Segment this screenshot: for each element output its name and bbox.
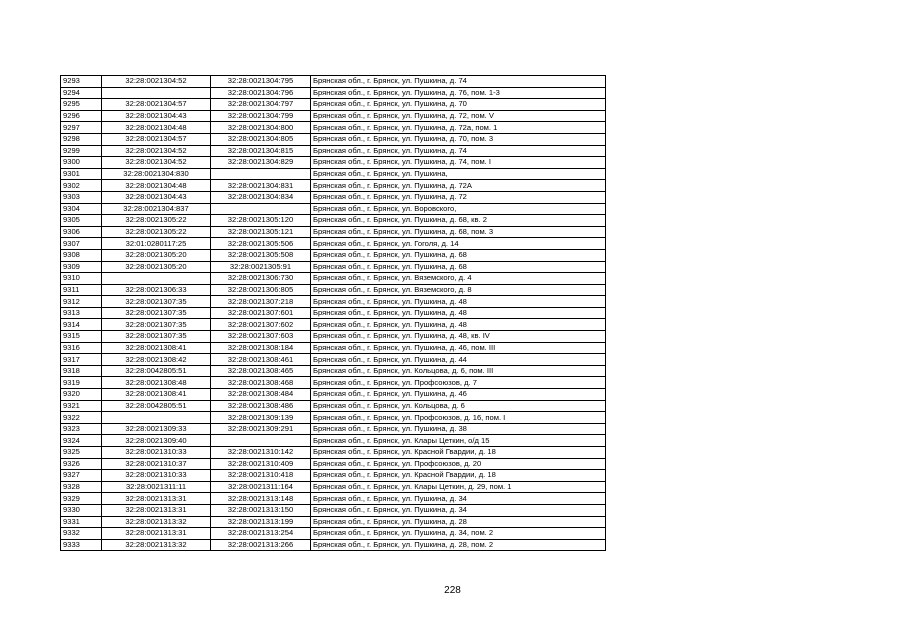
address-cell: Брянская обл., г. Брянск, ул. Вяземского, д. 4 bbox=[311, 273, 606, 285]
land-cadastral-number-cell: 32:28:0021313:31 bbox=[102, 504, 211, 516]
table-row bbox=[61, 110, 606, 122]
object-cadastral-number-cell: 32:28:0021305:506 bbox=[211, 238, 311, 250]
address-cell: Брянская обл., г. Брянск, ул. Пушкина, д. 34, пом. 2 bbox=[311, 528, 606, 540]
table-row bbox=[61, 365, 606, 377]
table-body bbox=[61, 76, 606, 551]
row-number-cell: 9328 bbox=[61, 481, 102, 493]
object-cadastral-number-cell: 32:28:0021304:800 bbox=[211, 122, 311, 134]
row-number-cell: 9305 bbox=[61, 215, 102, 227]
address-cell: Брянская обл., г. Брянск, ул. Пушкина, д. 44 bbox=[311, 354, 606, 366]
address-cell: Брянская обл., г. Брянск, ул. Клары Цеткин, д. 29, пом. 1 bbox=[311, 481, 606, 493]
table-row bbox=[61, 284, 606, 296]
land-cadastral-number-cell: 32:28:0021307:35 bbox=[102, 331, 211, 343]
address-cell: Брянская обл., г. Брянск, ул. Красной Гвардии, д. 18 bbox=[311, 470, 606, 482]
land-cadastral-number-cell: 32:28:0021304:43 bbox=[102, 191, 211, 203]
table-row bbox=[61, 238, 606, 250]
address-cell: Брянская обл., г. Брянск, ул. Профсоюзов, д. 16, пом. I bbox=[311, 412, 606, 424]
land-cadastral-number-cell bbox=[102, 273, 211, 285]
cadastral-registry-table bbox=[60, 75, 606, 551]
object-cadastral-number-cell: 32:28:0021308:461 bbox=[211, 354, 311, 366]
table-row bbox=[61, 273, 606, 285]
object-cadastral-number-cell: 32:28:0021308:486 bbox=[211, 400, 311, 412]
object-cadastral-number-cell: 32:28:0021307:603 bbox=[211, 331, 311, 343]
object-cadastral-number-cell: 32:28:0021313:254 bbox=[211, 528, 311, 540]
table-row bbox=[61, 226, 606, 238]
land-cadastral-number-cell: 32:28:0021304:52 bbox=[102, 76, 211, 88]
row-number-cell: 9299 bbox=[61, 145, 102, 157]
row-number-cell: 9324 bbox=[61, 435, 102, 447]
land-cadastral-number-cell: 32:28:0021304:48 bbox=[102, 122, 211, 134]
row-number-cell: 9307 bbox=[61, 238, 102, 250]
table-row bbox=[61, 447, 606, 459]
land-cadastral-number-cell: 32:28:0021304:837 bbox=[102, 203, 211, 215]
object-cadastral-number-cell: 32:28:0021304:829 bbox=[211, 157, 311, 169]
object-cadastral-number-cell: 32:28:0021306:805 bbox=[211, 284, 311, 296]
address-cell: Брянская обл., г. Брянск, ул. Красной Гвардии, д. 18 bbox=[311, 447, 606, 459]
row-number-cell: 9296 bbox=[61, 110, 102, 122]
land-cadastral-number-cell: 32:28:0021304:48 bbox=[102, 180, 211, 192]
row-number-cell: 9318 bbox=[61, 365, 102, 377]
row-number-cell: 9315 bbox=[61, 331, 102, 343]
address-cell: Брянская обл., г. Брянск, ул. Пушкина, д. 38 bbox=[311, 423, 606, 435]
land-cadastral-number-cell: 32:28:0042805:51 bbox=[102, 365, 211, 377]
table-row bbox=[61, 331, 606, 343]
address-cell: Брянская обл., г. Брянск, ул. Пушкина, д. 72, пом. V bbox=[311, 110, 606, 122]
address-cell: Брянская обл., г. Брянск, ул. Гоголя, д. 14 bbox=[311, 238, 606, 250]
object-cadastral-number-cell: 32:28:0021307:601 bbox=[211, 307, 311, 319]
object-cadastral-number-cell: 32:28:0021304:799 bbox=[211, 110, 311, 122]
table-row bbox=[61, 504, 606, 516]
table-row bbox=[61, 470, 606, 482]
land-cadastral-number-cell: 32:28:0021309:33 bbox=[102, 423, 211, 435]
land-cadastral-number-cell: 32:28:0021304:43 bbox=[102, 110, 211, 122]
object-cadastral-number-cell: 32:28:0021308:484 bbox=[211, 389, 311, 401]
address-cell: Брянская обл., г. Брянск, ул. Пушкина, д. 48 bbox=[311, 319, 606, 331]
land-cadastral-number-cell bbox=[102, 87, 211, 99]
address-cell: Брянская обл., г. Брянск, ул. Пушкина, д. 46 bbox=[311, 389, 606, 401]
object-cadastral-number-cell: 32:28:0021313:199 bbox=[211, 516, 311, 528]
object-cadastral-number-cell: 32:28:0021305:121 bbox=[211, 226, 311, 238]
land-cadastral-number-cell: 32:28:0021308:41 bbox=[102, 389, 211, 401]
land-cadastral-number-cell: 32:28:0021307:35 bbox=[102, 296, 211, 308]
address-cell: Брянская обл., г. Брянск, ул. Клары Цеткин, о/д 15 bbox=[311, 435, 606, 447]
row-number-cell: 9323 bbox=[61, 423, 102, 435]
address-cell: Брянская обл., г. Брянск, ул. Пушкина, д. 48 bbox=[311, 307, 606, 319]
address-cell: Брянская обл., г. Брянск, ул. Кольцова, д. 6 bbox=[311, 400, 606, 412]
table-row bbox=[61, 481, 606, 493]
row-number-cell: 9311 bbox=[61, 284, 102, 296]
table-row bbox=[61, 191, 606, 203]
land-cadastral-number-cell: 32:28:0021313:31 bbox=[102, 528, 211, 540]
address-cell: Брянская обл., г. Брянск, ул. Вяземского, д. 8 bbox=[311, 284, 606, 296]
table-row bbox=[61, 319, 606, 331]
object-cadastral-number-cell: 32:28:0021311:164 bbox=[211, 481, 311, 493]
address-cell: Брянская обл., г. Брянск, ул. Пушкина, д. 48, кв. IV bbox=[311, 331, 606, 343]
address-cell: Брянская обл., г. Брянск, ул. Пушкина, д. 68 bbox=[311, 261, 606, 273]
object-cadastral-number-cell: 32:28:0021304:795 bbox=[211, 76, 311, 88]
table-row bbox=[61, 377, 606, 389]
address-cell: Брянская обл., г. Брянск, ул. Пушкина, д. 34 bbox=[311, 504, 606, 516]
address-cell: Брянская обл., г. Брянск, ул. Пушкина, д. 72А bbox=[311, 180, 606, 192]
row-number-cell: 9326 bbox=[61, 458, 102, 470]
land-cadastral-number-cell: 32:28:0021313:31 bbox=[102, 493, 211, 505]
address-cell: Брянская обл., г. Брянск, ул. Пушкина, д. 46, пом. III bbox=[311, 342, 606, 354]
address-cell: Брянская обл., г. Брянск, ул. Пушкина, д. 74 bbox=[311, 76, 606, 88]
land-cadastral-number-cell: 32:28:0021307:35 bbox=[102, 307, 211, 319]
address-cell: Брянская обл., г. Брянск, ул. Пушкина, д. 72 bbox=[311, 191, 606, 203]
address-cell: Брянская обл., г. Брянск, ул. Пушкина, д. 68, кв. 2 bbox=[311, 215, 606, 227]
table-row bbox=[61, 203, 606, 215]
land-cadastral-number-cell: 32:28:0042805:51 bbox=[102, 400, 211, 412]
table-row bbox=[61, 342, 606, 354]
address-cell: Брянская обл., г. Брянск, ул. Пушкина, д. 76, пом. 1-3 bbox=[311, 87, 606, 99]
land-cadastral-number-cell: 32:28:0021308:42 bbox=[102, 354, 211, 366]
table-row bbox=[61, 307, 606, 319]
table-row bbox=[61, 249, 606, 261]
row-number-cell: 9321 bbox=[61, 400, 102, 412]
table-row bbox=[61, 389, 606, 401]
object-cadastral-number-cell bbox=[211, 435, 311, 447]
land-cadastral-number-cell: 32:28:0021309:40 bbox=[102, 435, 211, 447]
object-cadastral-number-cell: 32:28:0021308:184 bbox=[211, 342, 311, 354]
address-cell: Брянская обл., г. Брянск, ул. Пушкина, д. 68, пом. 3 bbox=[311, 226, 606, 238]
land-cadastral-number-cell: 32:01:0280117:25 bbox=[102, 238, 211, 250]
row-number-cell: 9295 bbox=[61, 99, 102, 111]
object-cadastral-number-cell: 32:28:0021304:797 bbox=[211, 99, 311, 111]
row-number-cell: 9319 bbox=[61, 377, 102, 389]
table-row bbox=[61, 133, 606, 145]
land-cadastral-number-cell bbox=[102, 412, 211, 424]
land-cadastral-number-cell: 32:28:0021308:41 bbox=[102, 342, 211, 354]
table-row bbox=[61, 76, 606, 88]
table-row bbox=[61, 122, 606, 134]
row-number-cell: 9306 bbox=[61, 226, 102, 238]
table-row bbox=[61, 296, 606, 308]
object-cadastral-number-cell bbox=[211, 168, 311, 180]
table-row bbox=[61, 400, 606, 412]
table-row bbox=[61, 157, 606, 169]
address-cell: Брянская обл., г. Брянск, ул. Пушкина, д. 68 bbox=[311, 249, 606, 261]
land-cadastral-number-cell: 32:28:0021310:33 bbox=[102, 470, 211, 482]
table-row bbox=[61, 493, 606, 505]
row-number-cell: 9317 bbox=[61, 354, 102, 366]
address-cell: Брянская обл., г. Брянск, ул. Пушкина, д. 28, пом. 2 bbox=[311, 539, 606, 551]
row-number-cell: 9302 bbox=[61, 180, 102, 192]
table-row bbox=[61, 435, 606, 447]
table-row bbox=[61, 516, 606, 528]
row-number-cell: 9301 bbox=[61, 168, 102, 180]
object-cadastral-number-cell: 32:28:0021307:218 bbox=[211, 296, 311, 308]
object-cadastral-number-cell: 32:28:0021307:602 bbox=[211, 319, 311, 331]
object-cadastral-number-cell: 32:28:0021308:468 bbox=[211, 377, 311, 389]
address-cell: Брянская обл., г. Брянск, ул. Профсоюзов, д. 7 bbox=[311, 377, 606, 389]
table-row bbox=[61, 180, 606, 192]
land-cadastral-number-cell: 32:28:0021305:20 bbox=[102, 249, 211, 261]
address-cell: Брянская обл., г. Брянск, ул. Пушкина, д. 28 bbox=[311, 516, 606, 528]
row-number-cell: 9333 bbox=[61, 539, 102, 551]
land-cadastral-number-cell: 32:28:0021305:20 bbox=[102, 261, 211, 273]
row-number-cell: 9309 bbox=[61, 261, 102, 273]
land-cadastral-number-cell: 32:28:0021304:57 bbox=[102, 133, 211, 145]
land-cadastral-number-cell: 32:28:0021310:33 bbox=[102, 447, 211, 459]
object-cadastral-number-cell: 32:28:0021313:266 bbox=[211, 539, 311, 551]
row-number-cell: 9322 bbox=[61, 412, 102, 424]
row-number-cell: 9293 bbox=[61, 76, 102, 88]
table-row bbox=[61, 87, 606, 99]
object-cadastral-number-cell: 32:28:0021313:148 bbox=[211, 493, 311, 505]
row-number-cell: 9331 bbox=[61, 516, 102, 528]
land-cadastral-number-cell: 32:28:0021308:48 bbox=[102, 377, 211, 389]
row-number-cell: 9320 bbox=[61, 389, 102, 401]
object-cadastral-number-cell: 32:28:0021304:815 bbox=[211, 145, 311, 157]
address-cell: Брянская обл., г. Брянск, ул. Пушкина, д. 48 bbox=[311, 296, 606, 308]
table-row bbox=[61, 423, 606, 435]
address-cell: Брянская обл., г. Брянск, ул. Воровского, bbox=[311, 203, 606, 215]
object-cadastral-number-cell: 32:28:0021304:834 bbox=[211, 191, 311, 203]
row-number-cell: 9314 bbox=[61, 319, 102, 331]
address-cell: Брянская обл., г. Брянск, ул. Пушкина, bbox=[311, 168, 606, 180]
land-cadastral-number-cell: 32:28:0021313:32 bbox=[102, 539, 211, 551]
land-cadastral-number-cell: 32:28:0021310:37 bbox=[102, 458, 211, 470]
row-number-cell: 9312 bbox=[61, 296, 102, 308]
row-number-cell: 9303 bbox=[61, 191, 102, 203]
address-cell: Брянская обл., г. Брянск, ул. Профсоюзов, д. 20 bbox=[311, 458, 606, 470]
address-cell: Брянская обл., г. Брянск, ул. Пушкина, д. 34 bbox=[311, 493, 606, 505]
row-number-cell: 9329 bbox=[61, 493, 102, 505]
row-number-cell: 9325 bbox=[61, 447, 102, 459]
table-row bbox=[61, 354, 606, 366]
land-cadastral-number-cell: 32:28:0021304:57 bbox=[102, 99, 211, 111]
object-cadastral-number-cell: 32:28:0021304:805 bbox=[211, 133, 311, 145]
address-cell: Брянская обл., г. Брянск, ул. Пушкина, д. 72а, пом. 1 bbox=[311, 122, 606, 134]
object-cadastral-number-cell: 32:28:0021310:418 bbox=[211, 470, 311, 482]
address-cell: Брянская обл., г. Брянск, ул. Пушкина, д. 74 bbox=[311, 145, 606, 157]
row-number-cell: 9300 bbox=[61, 157, 102, 169]
address-cell: Брянская обл., г. Брянск, ул. Пушкина, д. 70 bbox=[311, 99, 606, 111]
object-cadastral-number-cell: 32:28:0021304:831 bbox=[211, 180, 311, 192]
row-number-cell: 9304 bbox=[61, 203, 102, 215]
object-cadastral-number-cell: 32:28:0021305:508 bbox=[211, 249, 311, 261]
object-cadastral-number-cell: 32:28:0021309:139 bbox=[211, 412, 311, 424]
table-row bbox=[61, 261, 606, 273]
land-cadastral-number-cell: 32:28:0021304:52 bbox=[102, 145, 211, 157]
land-cadastral-number-cell: 32:28:0021305:22 bbox=[102, 215, 211, 227]
land-cadastral-number-cell: 32:28:0021304:830 bbox=[102, 168, 211, 180]
table-row bbox=[61, 145, 606, 157]
object-cadastral-number-cell: 32:28:0021310:409 bbox=[211, 458, 311, 470]
land-cadastral-number-cell: 32:28:0021313:32 bbox=[102, 516, 211, 528]
object-cadastral-number-cell: 32:28:0021304:796 bbox=[211, 87, 311, 99]
row-number-cell: 9316 bbox=[61, 342, 102, 354]
land-cadastral-number-cell: 32:28:0021307:35 bbox=[102, 319, 211, 331]
address-cell: Брянская обл., г. Брянск, ул. Пушкина, д. 74, пом. I bbox=[311, 157, 606, 169]
table-row bbox=[61, 168, 606, 180]
object-cadastral-number-cell: 32:28:0021305:120 bbox=[211, 215, 311, 227]
object-cadastral-number-cell: 32:28:0021306:730 bbox=[211, 273, 311, 285]
object-cadastral-number-cell: 32:28:0021310:142 bbox=[211, 447, 311, 459]
object-cadastral-number-cell: 32:28:0021305:91 bbox=[211, 261, 311, 273]
row-number-cell: 9313 bbox=[61, 307, 102, 319]
row-number-cell: 9310 bbox=[61, 273, 102, 285]
page-number: 228 bbox=[444, 585, 461, 596]
row-number-cell: 9298 bbox=[61, 133, 102, 145]
land-cadastral-number-cell: 32:28:0021304:52 bbox=[102, 157, 211, 169]
row-number-cell: 9332 bbox=[61, 528, 102, 540]
row-number-cell: 9297 bbox=[61, 122, 102, 134]
row-number-cell: 9330 bbox=[61, 504, 102, 516]
address-cell: Брянская обл., г. Брянск, ул. Пушкина, д. 70, пом. 3 bbox=[311, 133, 606, 145]
table-row bbox=[61, 215, 606, 227]
land-cadastral-number-cell: 32:28:0021306:33 bbox=[102, 284, 211, 296]
object-cadastral-number-cell bbox=[211, 203, 311, 215]
row-number-cell: 9308 bbox=[61, 249, 102, 261]
table-row bbox=[61, 99, 606, 111]
table-row bbox=[61, 528, 606, 540]
land-cadastral-number-cell: 32:28:0021305:22 bbox=[102, 226, 211, 238]
table-row bbox=[61, 539, 606, 551]
row-number-cell: 9327 bbox=[61, 470, 102, 482]
table-row bbox=[61, 458, 606, 470]
object-cadastral-number-cell: 32:28:0021309:291 bbox=[211, 423, 311, 435]
row-number-cell: 9294 bbox=[61, 87, 102, 99]
object-cadastral-number-cell: 32:28:0021308:465 bbox=[211, 365, 311, 377]
address-cell: Брянская обл., г. Брянск, ул. Кольцова, д. 6, пом. III bbox=[311, 365, 606, 377]
land-cadastral-number-cell: 32:28:0021311:11 bbox=[102, 481, 211, 493]
table-row bbox=[61, 412, 606, 424]
object-cadastral-number-cell: 32:28:0021313:150 bbox=[211, 504, 311, 516]
